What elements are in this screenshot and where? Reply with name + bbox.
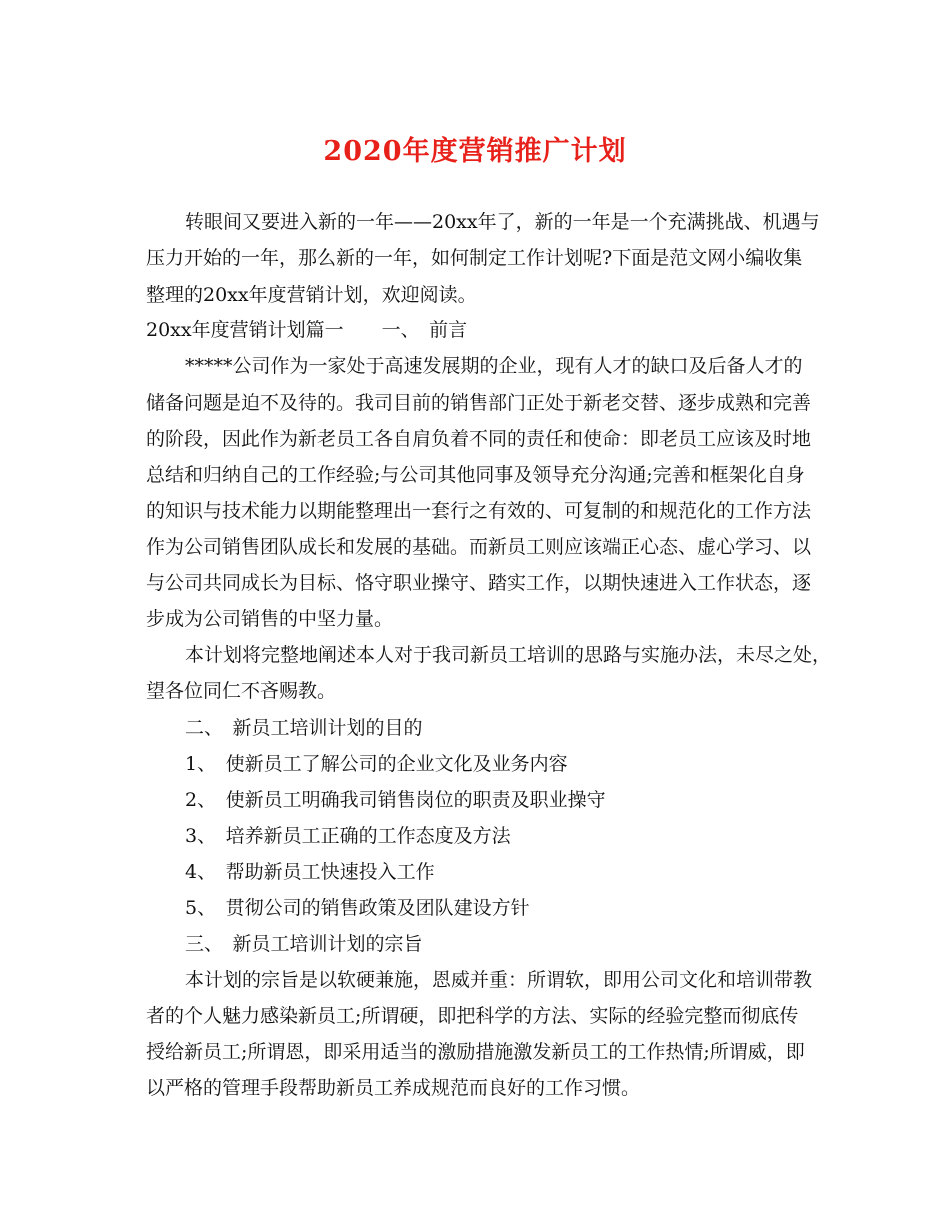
paragraph-line: 授给新员工;所谓恩，即采用适当的激励措施激发新员工的工作热情;所谓威，即 — [146, 1041, 805, 1063]
paragraph-line: 的知识与技术能力以期能整理出一套行之有效的、可复制的和规范化的工作方法 — [146, 500, 812, 522]
paragraph-line: 本计划将完整地阐述本人对于我司新员工培训的思路与实施办法，未尽之处， — [185, 644, 832, 666]
paragraph-line: 储备问题是迫不及待的。我司目前的销售部门正处于新老交替、逐步成熟和完善 — [146, 392, 812, 414]
paragraph-line: 与公司共同成长为目标、恪守职业操守、踏实工作，以期快速进入工作状态，逐 — [146, 572, 812, 594]
paragraph-line: 步成为公司销售的中坚力量。 — [146, 608, 394, 630]
list-item: 4、 帮助新员工快速投入工作 — [185, 861, 435, 883]
paragraph-line: 者的个人魅力感染新员工;所谓硬，即把科学的方法、实际的经验完整而彻底传 — [146, 1005, 799, 1027]
paragraph-line: 作为公司销售团队成长和发展的基础。而新员工则应该端正心态、虚心学习、以 — [146, 536, 812, 558]
paragraph-line: 压力开始的一年，那么新的一年，如何制定工作计划呢?下面是范文网小编收集 — [146, 247, 803, 269]
paragraph-line: 转眼间又要进入新的一年——20xx年了，新的一年是一个充满挑战、机遇与 — [185, 211, 820, 233]
list-item: 2、 使新员工明确我司销售岗位的职责及职业操守 — [185, 789, 606, 811]
paragraph-line: 的阶段，因此作为新老员工各自肩负着不同的责任和使命：即老员工应该及时地 — [146, 428, 812, 450]
section-heading-line: 三、 新员工培训计划的宗旨 — [185, 933, 423, 955]
paragraph-line: *****公司作为一家处于高速发展期的企业，现有人才的缺口及后备人才的 — [185, 355, 803, 377]
section-heading-line: 20xx年度营销计划篇一 一、 前言 — [146, 319, 468, 341]
paragraph-line: 本计划的宗旨是以软硬兼施，恩威并重：所谓软，即用公司文化和培训带教 — [185, 969, 813, 991]
paragraph-line: 总结和归纳自己的工作经验;与公司其他同事及领导充分沟通;完善和框架化自身 — [146, 464, 805, 486]
paragraph-line: 以严格的管理手段帮助新员工养成规范而良好的工作习惯。 — [146, 1077, 641, 1099]
section-heading-line: 二、 新员工培训计划的目的 — [185, 717, 423, 739]
list-item: 5、 贯彻公司的销售政策及团队建设方针 — [185, 897, 530, 919]
paragraph-line: 整理的20xx年度营销计划，欢迎阅读。 — [146, 284, 477, 306]
document-title: 2020年度营销推广计划 — [323, 136, 627, 167]
list-item: 3、 培养新员工正确的工作态度及方法 — [185, 825, 511, 847]
paragraph-line: 望各位同仁不吝赐教。 — [146, 680, 337, 702]
list-item: 1、 使新员工了解公司的企业文化及业务内容 — [185, 753, 568, 775]
